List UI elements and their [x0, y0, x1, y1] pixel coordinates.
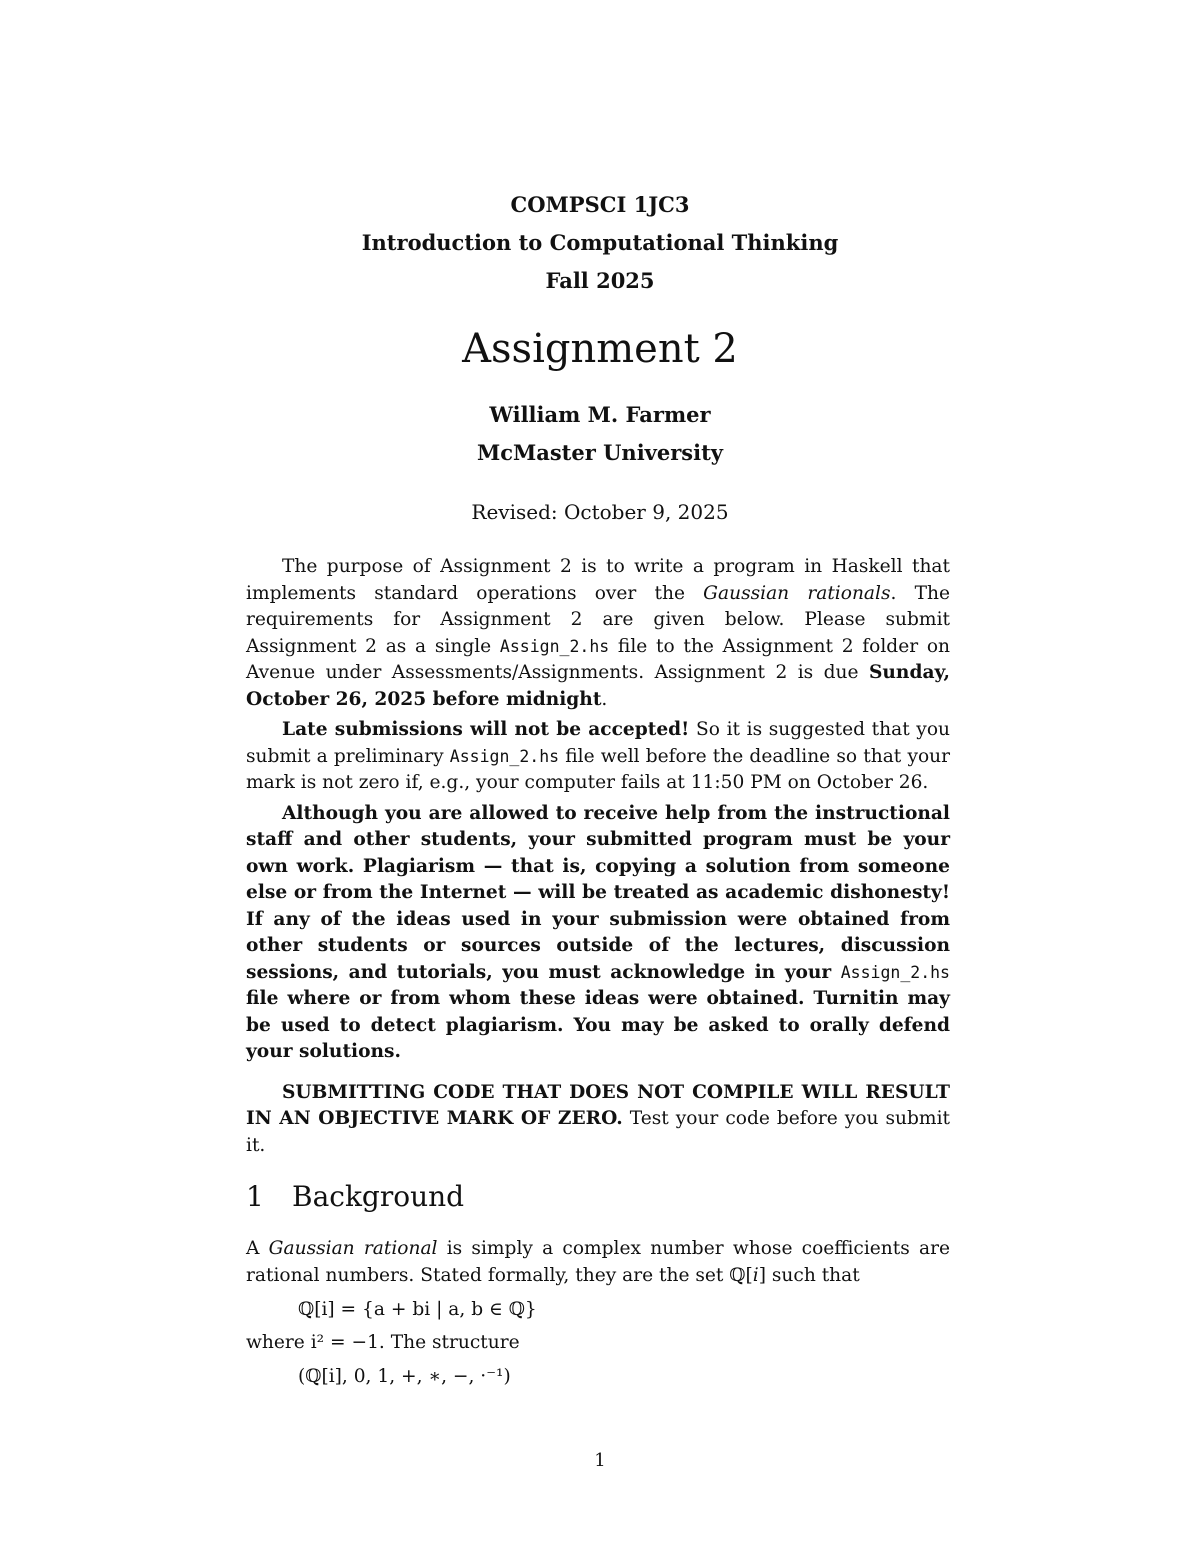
background-paragraph: A Gaussian rational is simply a complex number whose coefficients are rational numbers. Stated formally, they are the set ℚ[i] such that — [246, 1238, 950, 1286]
filename: Assign_2.hs — [499, 636, 610, 656]
equation-gaussian-rationals: ℚ[i] = {a + bi | a, b ∈ ℚ} — [298, 1299, 537, 1320]
revised-date: Revised: October 9, 2025 — [471, 500, 729, 524]
equation-structure: (ℚ[i], 0, 1, +, ∗, −, ·⁻¹) — [298, 1366, 511, 1387]
intro-paragraph-4: SUBMITTING CODE THAT DOES NOT COMPILE WILL RESULT IN AN OBJECTIVE MARK OF ZERO. Test your code before you submit it. — [246, 1081, 950, 1156]
course-code: COMPSCI 1JC3 — [510, 192, 690, 217]
intro-paragraph-1: The purpose of Assignment 2 is to write a program in Haskell that implements standard operations over the Gaussian rationals. The requirements for Assignment 2 are given below. Please submit Assignment 2 as a single Assign_2.hs file to the Assignment 2 folder on Avenue under Assessments/Assignments. Assignment 2 is due Sunday, October 26, 2025 before midnight. — [246, 556, 950, 710]
document-title: Assignment 2 — [462, 326, 738, 372]
author: William M. Farmer — [489, 402, 711, 427]
affiliation: McMaster University — [476, 440, 724, 465]
section-heading-background: 1 Background — [246, 1180, 465, 1213]
where-clause: where i² = −1. The structure — [246, 1331, 520, 1353]
course-title: Introduction to Computational Thinking — [361, 230, 839, 255]
page-number: 1 — [594, 1450, 606, 1471]
intro-body — [246, 554, 950, 1159]
intro-paragraph-2: Late submissions will not be accepted! So it is suggested that you submit a preliminary Assign_2.hs file well before the deadline so that your mark is not zero if, e.g., your computer fails at 11:50 PM on October 26. — [246, 719, 951, 793]
intro-paragraph-3: Although you are allowed to receive help from the instructional staff and other students, your submitted program must be your own work. Plagiarism — that is, copying a solution from someone else or from the Internet — will be treated as academic dishonesty! If any of the ideas used in your submission were obtained from other students or sources outside of the lectures, discussion sessions, and tutorials, you must acknowledge in your Assign_2.hs file where or from whom these ideas were obtained. Turnitin may be used to detect plagiarism. You may be asked to orally defend your solutions. — [246, 802, 950, 1062]
term: Fall 2025 — [545, 268, 655, 293]
background-body — [246, 1236, 950, 1397]
due-date: Sunday, October 26, 2025 before midnight — [246, 662, 950, 710]
